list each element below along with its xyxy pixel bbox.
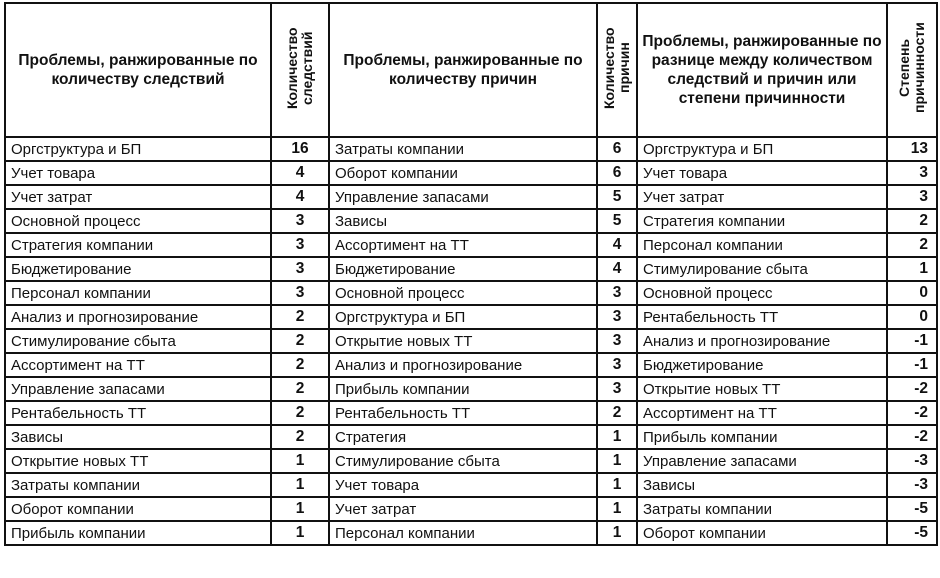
effects-problem-name: Основной процесс	[5, 209, 271, 233]
effects-count-value: 1	[271, 497, 329, 521]
causes-problem-name: Стимулирование сбыта	[329, 449, 597, 473]
causes-count-value: 1	[597, 497, 637, 521]
causes-problem-name: Оргструктура и БП	[329, 305, 597, 329]
table-row	[5, 353, 937, 377]
causes-problem-name: Затраты компании	[329, 137, 597, 161]
causality-degree-value: -3	[887, 473, 937, 497]
causes-count-value: 5	[597, 209, 637, 233]
effects-count-value: 4	[271, 161, 329, 185]
causality-degree-value: 2	[887, 233, 937, 257]
causes-problem-name: Оборот компании	[329, 161, 597, 185]
causality-degree-value: 0	[887, 305, 937, 329]
causes-problem-name: Открытие новых ТТ	[329, 329, 597, 353]
causes-count-value: 6	[597, 161, 637, 185]
causality-problem-name: Стратегия компании	[637, 209, 887, 233]
effects-problem-name: Открытие новых ТТ	[5, 449, 271, 473]
table-row	[5, 185, 937, 209]
effects-problem-name: Персонал компании	[5, 281, 271, 305]
effects-problem-name: Управление запасами	[5, 377, 271, 401]
causes-count-value: 4	[597, 257, 637, 281]
causes-problem-name: Учет затрат	[329, 497, 597, 521]
effects-count-value: 2	[271, 401, 329, 425]
effects-count-value: 1	[271, 449, 329, 473]
causality-problem-name: Затраты компании	[637, 497, 887, 521]
causes-count-value: 5	[597, 185, 637, 209]
effects-count-value: 16	[271, 137, 329, 161]
table-row	[5, 521, 937, 545]
effects-problem-name: Оборот компании	[5, 497, 271, 521]
table-row	[5, 257, 937, 281]
causality-degree-value: -3	[887, 449, 937, 473]
causality-degree-value: 0	[887, 281, 937, 305]
effects-count-value: 4	[271, 185, 329, 209]
causes-count-value: 1	[597, 521, 637, 545]
causes-problem-name: Прибыль компании	[329, 377, 597, 401]
header-problems-by-effects: Проблемы, ранжированные по количеству следствий	[5, 3, 271, 137]
causality-degree-value: -1	[887, 329, 937, 353]
causes-count-value: 3	[597, 329, 637, 353]
header-effects-count: Количество следствий	[271, 3, 329, 137]
table-row	[5, 161, 937, 185]
causes-count-value: 4	[597, 233, 637, 257]
causality-degree-value: -2	[887, 425, 937, 449]
effects-count-value: 3	[271, 257, 329, 281]
causes-problem-name: Бюджетирование	[329, 257, 597, 281]
causality-problem-name: Стимулирование сбыта	[637, 257, 887, 281]
causality-degree-value: 13	[887, 137, 937, 161]
effects-problem-name: Учет затрат	[5, 185, 271, 209]
table-row	[5, 233, 937, 257]
effects-problem-name: Стимулирование сбыта	[5, 329, 271, 353]
causality-degree-value: -2	[887, 377, 937, 401]
causes-count-value: 1	[597, 425, 637, 449]
causality-problem-name: Прибыль компании	[637, 425, 887, 449]
effects-problem-name: Стратегия компании	[5, 233, 271, 257]
causes-count-value: 1	[597, 449, 637, 473]
causality-problem-name: Учет затрат	[637, 185, 887, 209]
effects-problem-name: Анализ и прогнозирование	[5, 305, 271, 329]
causality-degree-value: 3	[887, 185, 937, 209]
causality-problem-name: Оргструктура и БП	[637, 137, 887, 161]
effects-problem-name: Рентабельность ТТ	[5, 401, 271, 425]
effects-count-value: 1	[271, 521, 329, 545]
causes-problem-name: Зависы	[329, 209, 597, 233]
causality-problem-name: Оборот компании	[637, 521, 887, 545]
causality-problem-name: Открытие новых ТТ	[637, 377, 887, 401]
causality-table	[4, 2, 938, 546]
causes-problem-name: Персонал компании	[329, 521, 597, 545]
causes-problem-name: Учет товара	[329, 473, 597, 497]
effects-count-value: 3	[271, 281, 329, 305]
causes-count-value: 3	[597, 281, 637, 305]
header-problems-by-causality: Проблемы, ранжированные по разнице между количеством следствий и причин или степени причинности	[637, 3, 887, 137]
effects-problem-name: Оргструктура и БП	[5, 137, 271, 161]
causality-problem-name: Управление запасами	[637, 449, 887, 473]
effects-count-value: 1	[271, 473, 329, 497]
header-causality-degree: Степень причинности	[887, 3, 937, 137]
causality-problem-name: Ассортимент на ТТ	[637, 401, 887, 425]
causes-problem-name: Анализ и прогнозирование	[329, 353, 597, 377]
causality-degree-value: 2	[887, 209, 937, 233]
table-row	[5, 425, 937, 449]
table-row	[5, 281, 937, 305]
effects-problem-name: Бюджетирование	[5, 257, 271, 281]
causes-count-value: 6	[597, 137, 637, 161]
header-problems-by-causes: Проблемы, ранжированные по количеству причин	[329, 3, 597, 137]
header-causes-count: Количество причин	[597, 3, 637, 137]
causality-problem-name: Основной процесс	[637, 281, 887, 305]
effects-problem-name: Зависы	[5, 425, 271, 449]
causality-problem-name: Учет товара	[637, 161, 887, 185]
table-row	[5, 497, 937, 521]
causes-problem-name: Стратегия	[329, 425, 597, 449]
causes-problem-name: Ассортимент на ТТ	[329, 233, 597, 257]
causality-problem-name: Зависы	[637, 473, 887, 497]
table-row	[5, 401, 937, 425]
causality-problem-name: Бюджетирование	[637, 353, 887, 377]
causality-problem-name: Персонал компании	[637, 233, 887, 257]
causality-degree-value: -5	[887, 497, 937, 521]
causality-problem-name: Рентабельность ТТ	[637, 305, 887, 329]
effects-problem-name: Прибыль компании	[5, 521, 271, 545]
causality-degree-value: 3	[887, 161, 937, 185]
causality-problem-name: Анализ и прогнозирование	[637, 329, 887, 353]
causality-degree-value: -5	[887, 521, 937, 545]
table-row	[5, 137, 937, 161]
table-row	[5, 377, 937, 401]
table-row	[5, 209, 937, 233]
table-row	[5, 449, 937, 473]
effects-count-value: 2	[271, 377, 329, 401]
effects-problem-name: Ассортимент на ТТ	[5, 353, 271, 377]
causality-degree-value: -2	[887, 401, 937, 425]
causes-problem-name: Основной процесс	[329, 281, 597, 305]
table-body	[5, 137, 937, 545]
effects-problem-name: Затраты компании	[5, 473, 271, 497]
header-row	[5, 3, 937, 137]
causality-degree-value: -1	[887, 353, 937, 377]
causes-count-value: 1	[597, 473, 637, 497]
effects-problem-name: Учет товара	[5, 161, 271, 185]
effects-count-value: 3	[271, 209, 329, 233]
causes-count-value: 3	[597, 353, 637, 377]
table-row	[5, 305, 937, 329]
causes-count-value: 3	[597, 377, 637, 401]
effects-count-value: 2	[271, 305, 329, 329]
causes-count-value: 2	[597, 401, 637, 425]
causes-problem-name: Управление запасами	[329, 185, 597, 209]
causes-problem-name: Рентабельность ТТ	[329, 401, 597, 425]
causes-count-value: 3	[597, 305, 637, 329]
effects-count-value: 2	[271, 425, 329, 449]
causality-degree-value: 1	[887, 257, 937, 281]
effects-count-value: 2	[271, 329, 329, 353]
effects-count-value: 3	[271, 233, 329, 257]
effects-count-value: 2	[271, 353, 329, 377]
table-row	[5, 329, 937, 353]
table-row	[5, 473, 937, 497]
